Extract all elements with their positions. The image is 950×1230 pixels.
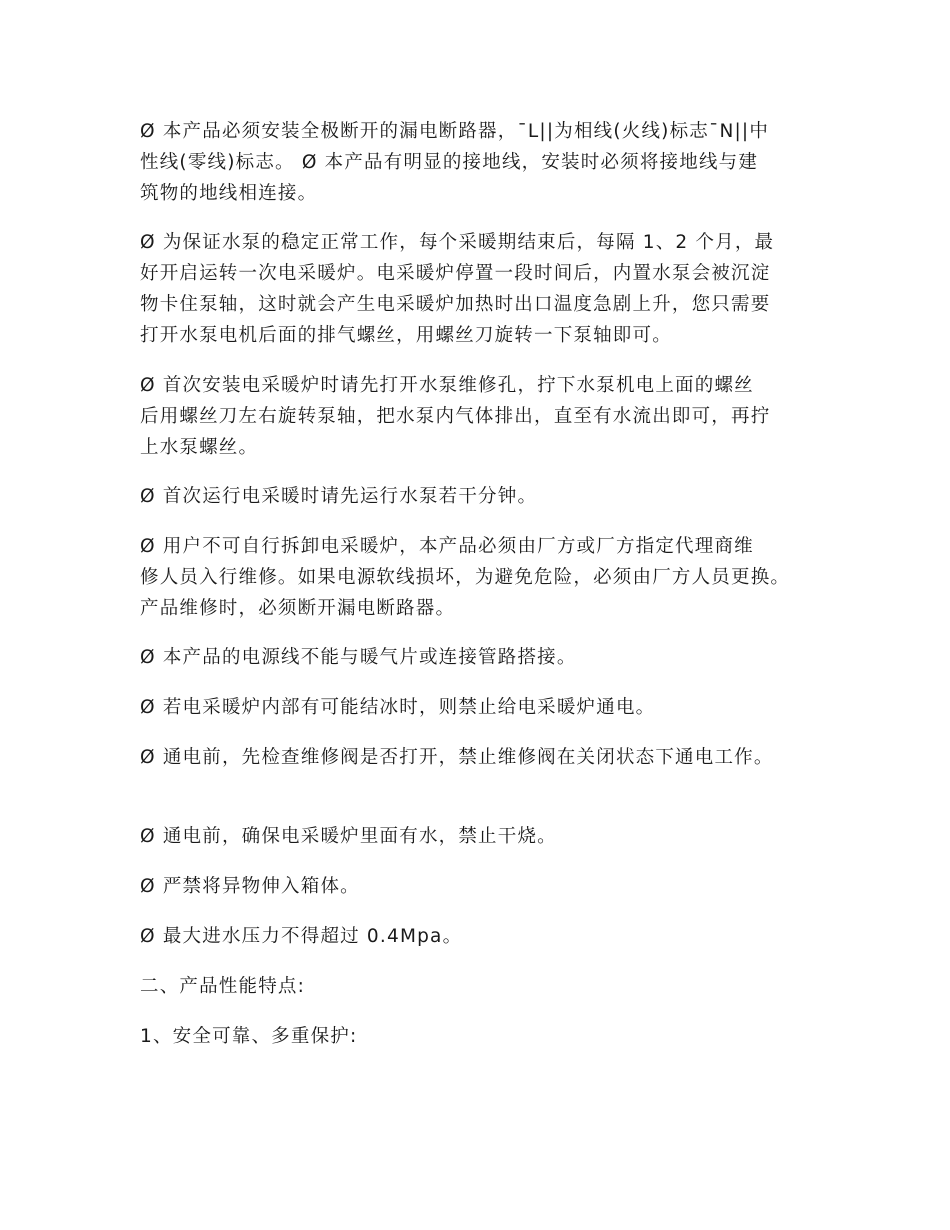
text-line: Ø 首次安装电采暖炉时请先打开水泵维修孔，拧下水泵机电上面的螺丝 [140, 375, 754, 396]
text-line: Ø 为保证水泵的稳定正常工作，每个采暖期结束后，每隔 1、2 个月，最 [140, 232, 775, 253]
text-line: 修人员入行维修。如果电源软线损坏，为避免危险，必须由厂方人员更换。 [140, 567, 791, 588]
text-line: 性线(零线)标志。 Ø 本产品有明显的接地线，安装时必须将接地线与建 [140, 152, 759, 173]
paragraph-first-install [140, 370, 830, 463]
section-heading-features [140, 971, 830, 1002]
paragraph-pump-maintenance [140, 227, 830, 351]
text-line: 二、产品性能特点: [140, 976, 306, 997]
text-line: 物卡住泵轴，这时就会产生电采暖炉加热时出口温度急剧上升，您只需要 [140, 294, 771, 315]
text-line: Ø 本产品的电源线不能与暖气片或连接管路搭接。 [140, 647, 577, 668]
paragraph-valve-check [140, 742, 830, 773]
paragraph-no-dry-heating [140, 821, 830, 852]
text-line: Ø 首次运行电采暖时请先运行水泵若干分钟。 [140, 486, 538, 507]
paragraph-first-run [140, 481, 830, 512]
paragraph-breaker-grounding [140, 116, 830, 209]
text-line: Ø 最大进水压力不得超过 0.4Mpa。 [140, 926, 463, 947]
text-line: Ø 用户不可自行拆卸电采暖炉，本产品必须由厂方或厂方指定代理商维 [140, 536, 754, 557]
text-line: Ø 通电前，先检查维修阀是否打开，禁止维修阀在关闭状态下通电工作。 [140, 747, 774, 768]
text-line: 上水泵螺丝。 [140, 437, 259, 458]
text-line: Ø 若电采暖炉内部有可能结冰时，则禁止给电采暖炉通电。 [140, 697, 656, 718]
text-line: 1、安全可靠、多重保护: [140, 1026, 358, 1047]
text-line: 后用螺丝刀左右旋转泵轴，把水泵内气体排出，直至有水流出即可，再拧 [140, 406, 771, 427]
paragraph-freezing [140, 692, 830, 723]
paragraph-max-pressure [140, 921, 830, 952]
paragraph-no-disassembly [140, 531, 830, 624]
paragraph-foreign-objects [140, 871, 830, 902]
text-line: 好开启运转一次电采暖炉。电采暖炉停置一段时间后，内置水泵会被沉淀 [140, 263, 771, 284]
text-line: 筑物的地线相连接。 [140, 183, 318, 204]
text-line: Ø 严禁将异物伸入箱体。 [140, 876, 360, 897]
paragraph-power-cord [140, 642, 830, 673]
subsection-heading-safety [140, 1021, 830, 1052]
text-line: 产品维修时，必须断开漏电断路器。 [140, 598, 456, 619]
text-line: 打开水泵电机后面的排气螺丝，用螺丝刀旋转一下泵轴即可。 [140, 325, 672, 346]
text-line: Ø 通电前，确保电采暖炉里面有水，禁止干烧。 [140, 826, 557, 847]
text-line: Ø 本产品必须安装全极断开的漏电断路器，¯L||为相线(火线)标志¯N||中 [140, 121, 770, 142]
